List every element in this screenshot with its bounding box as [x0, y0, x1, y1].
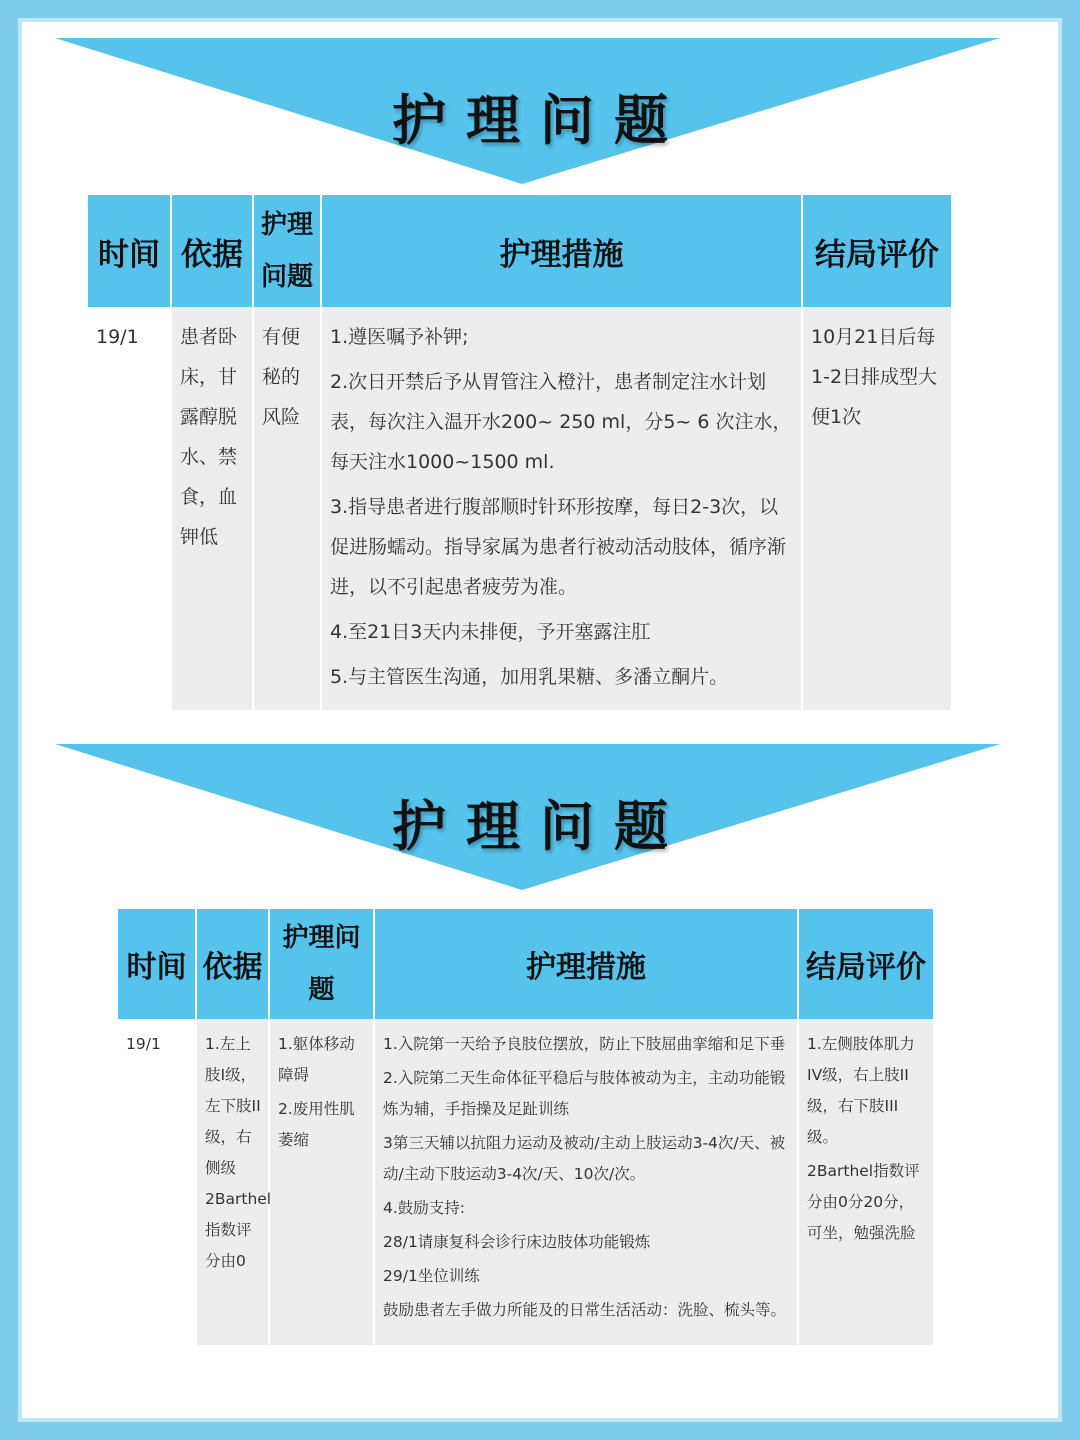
cell-time: 19/1 [118, 1019, 196, 1345]
header-outcome: 结局评价 [802, 195, 951, 307]
outcome-item: 1.左侧肢体肌力IV级，右上肢II级，右下肢III级。 [807, 1035, 915, 1146]
measure-item: 28/1请康复科会诊行床边肢体功能锻炼 [383, 1233, 651, 1251]
measure-item: 2.入院第二天生命体征平稳后与肢体被动为主，主动功能锻炼为辅，手指操及足趾训练 [383, 1069, 786, 1118]
cell-problem [269, 1019, 374, 1345]
table-row [88, 307, 951, 710]
cell-measures [321, 307, 802, 710]
measure-item: 3.指导患者进行腹部顺时针环形按摩，每日2-3次，以促进肠蠕动。指导家属为患者行被动活动肢体，循序渐进，以不引起患者疲劳为准。 [330, 496, 787, 598]
problem-item: 2.废用性肌萎缩 [278, 1100, 355, 1149]
measure-item: 4.鼓励支持: [383, 1199, 466, 1217]
measure-item: 29/1坐位训练 [383, 1267, 480, 1285]
header-measures: 护理措施 [374, 909, 798, 1019]
cell-basis: 患者卧床，甘露醇脱水、禁食，血钾低 [171, 307, 253, 710]
header-problem [253, 195, 321, 307]
table-row [118, 1019, 933, 1345]
header-basis: 依据 [171, 195, 253, 307]
banner-1 [0, 36, 1080, 196]
header-time: 时间 [88, 195, 171, 307]
banner-title-1: 护理问题 [392, 88, 688, 152]
header-problem-line1: 护理 [260, 210, 313, 240]
header-problem-line2: 问题 [260, 262, 313, 292]
measure-item: 5.与主管医生沟通，加用乳果糖、多潘立酮片。 [330, 666, 729, 688]
header-problem-line2: 题 [308, 975, 335, 1005]
outcome-item: 2Barthel指数评分由0分20分，可坐，勉强洗脸 [807, 1162, 920, 1242]
header-basis: 依据 [196, 909, 269, 1019]
banner-2 [0, 742, 1080, 902]
header-problem-line1: 护理问 [282, 923, 361, 953]
measure-item: 4.至21日3天内未排便，予开塞露注肛 [330, 621, 651, 643]
cell-time: 19/1 [88, 307, 171, 710]
measure-item: 1.遵医嘱予补钾; [330, 326, 469, 348]
cell-outcome [798, 1019, 933, 1345]
cell-problem: 有便秘的风险 [253, 307, 321, 710]
header-outcome: 结局评价 [798, 909, 933, 1019]
measure-item: 2.次日开禁后予从胃管注入橙汁，患者制定注水计划表，每次注入温开水200~ 250 ml，分5~ 6 次注水，每天注水1000~1500 ml. [330, 371, 792, 473]
nursing-table-1 [88, 195, 951, 710]
header-time: 时间 [118, 909, 196, 1019]
header-problem [269, 909, 374, 1019]
problem-item: 1.躯体移动障碍 [278, 1035, 355, 1084]
cell-outcome: 10月21日后每1-2日排成型大便1次 [802, 307, 951, 710]
nursing-table-2 [118, 909, 933, 1345]
measure-item: 1.入院第一天给予良肢位摆放，防止下肢屈曲挛缩和足下垂 [383, 1035, 786, 1053]
measure-item: 3第三天辅以抗阻力运动及被动/主动上肢运动3-4次/天、被动/主动下肢运动3-4次/天、10次/次。 [383, 1134, 786, 1183]
measure-item: 鼓励患者左手做力所能及的日常生活活动：洗脸、梳头等。 [383, 1301, 787, 1319]
cell-basis: 1.左上肢I级，左下肢II级，右侧级 2Barthel指数评分由0 [196, 1019, 269, 1345]
cell-measures [374, 1019, 798, 1345]
header-measures: 护理措施 [321, 195, 802, 307]
banner-title-2: 护理问题 [392, 794, 688, 858]
